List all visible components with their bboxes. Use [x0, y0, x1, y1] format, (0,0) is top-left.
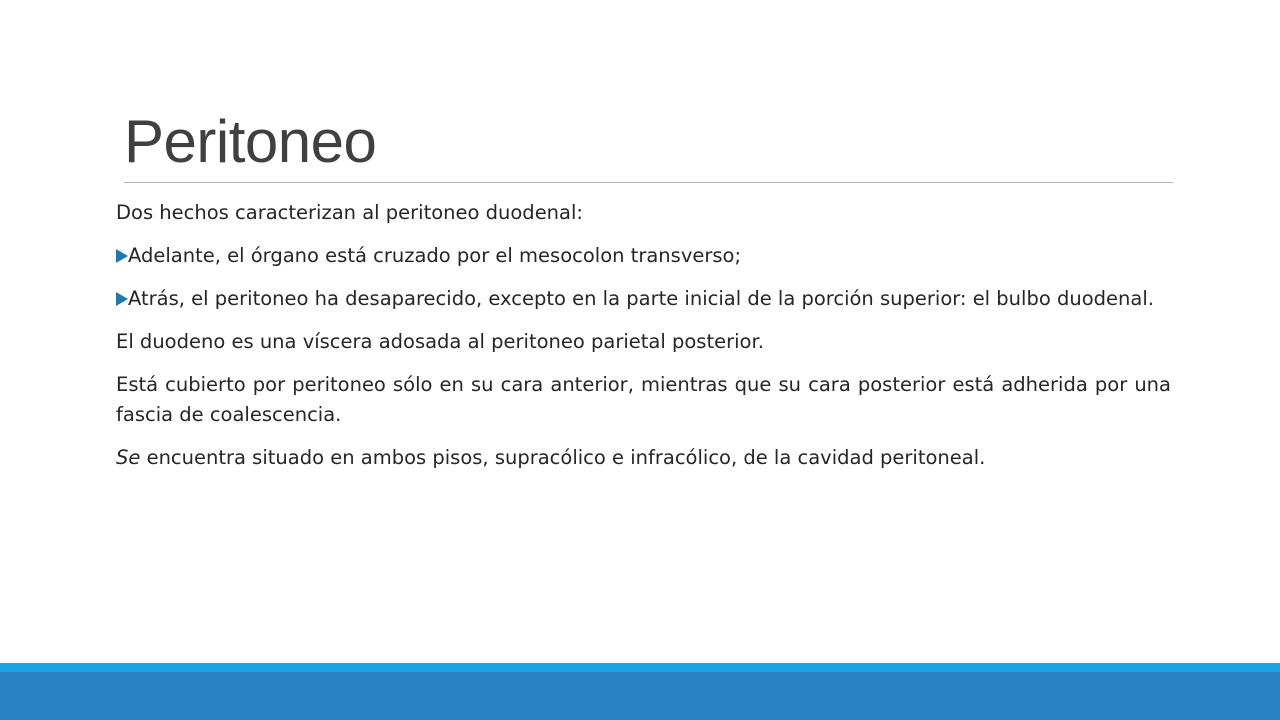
footer-bar [0, 672, 1280, 720]
footer-accent-bar [0, 663, 1280, 672]
paragraph-text: encuentra situado en ambos pisos, supracólico e infracólico, de la cavidad peritoneal. [140, 446, 986, 469]
italic-text: Se [116, 446, 141, 469]
paragraph: Está cubierto por peritoneo sólo en su cara anterior, mientras que su cara posterior está adherida por una fascia de coalescencia. [116, 373, 1171, 426]
bullet-item [116, 284, 1171, 314]
slide-title: Peritoneo [124, 108, 377, 175]
paragraph [116, 443, 1171, 473]
intro-paragraph: Dos hechos caracterizan al peritoneo duodenal: [116, 201, 583, 224]
slide-body [116, 198, 1171, 486]
bullet-item [116, 241, 1171, 271]
paragraph: El duodeno es una víscera adosada al peritoneo parietal posterior. [116, 330, 764, 353]
title-divider [124, 182, 1173, 183]
bullet-text: Atrás, el peritoneo ha desaparecido, excepto en la parte inicial de la porción superior: el bulbo duodenal. [128, 287, 1154, 310]
arrowhead-bullet-icon [116, 249, 128, 263]
arrowhead-bullet-icon [116, 292, 128, 306]
bullet-text: Adelante, el órgano está cruzado por el mesocolon transverso; [128, 244, 742, 267]
